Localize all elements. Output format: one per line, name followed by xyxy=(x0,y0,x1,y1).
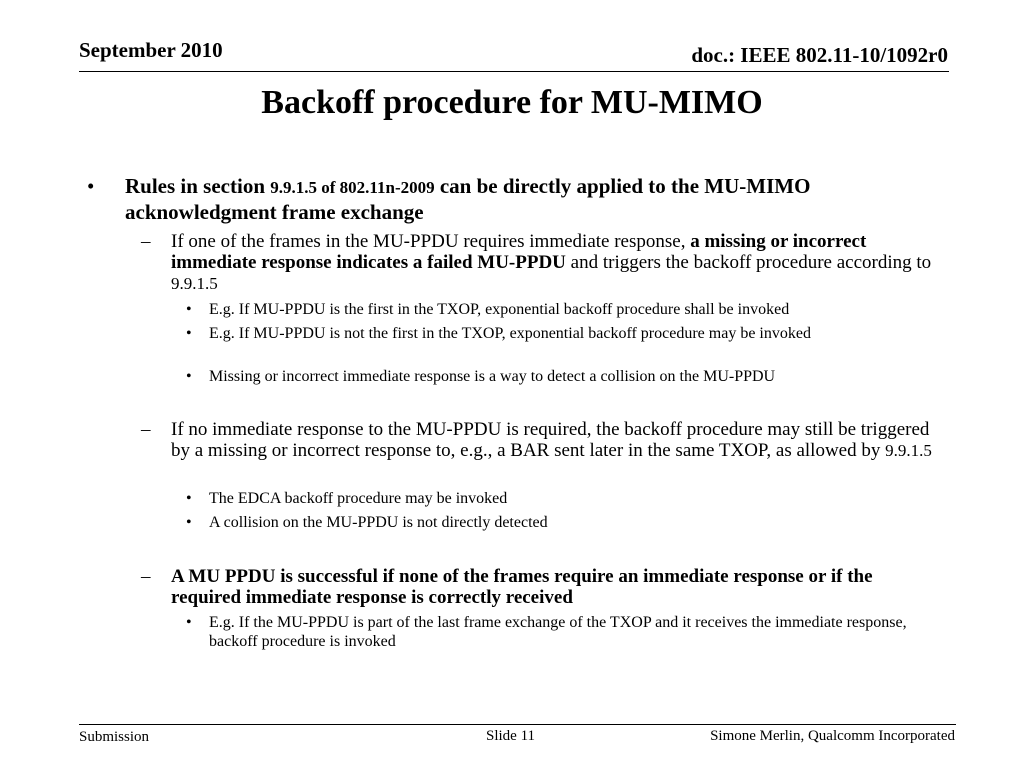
dash-mark: – xyxy=(141,419,151,440)
bullet-section-ref: 9.9.1.5 of 802.11n-2009 xyxy=(270,178,435,197)
bullet-mark: • xyxy=(186,301,192,318)
list-item xyxy=(186,513,949,532)
subbullet-text: If no immediate response to the MU-PPDU is required, the backoff procedure may still be triggered by a missing or incorrect response to, e.g., a BAR sent later in the same TXOP, as allowed by xyxy=(171,419,930,461)
bullet-mark: • xyxy=(186,490,192,507)
bullet-mark: • xyxy=(186,368,192,385)
bullet-mark: • xyxy=(186,514,192,531)
subbullet-bold-text: a missing or incorrect immediate response indicates a failed MU-PPDU xyxy=(171,231,867,273)
slide-title: Backoff procedure for MU-MIMO xyxy=(261,84,763,121)
bullet-mark: • xyxy=(87,174,95,198)
footer-divider xyxy=(79,724,956,725)
subbullet-no-immediate-response xyxy=(141,419,941,461)
list-item xyxy=(186,489,949,508)
list-item xyxy=(186,367,949,386)
bullet-mark: • xyxy=(186,614,192,631)
list-item-text: The EDCA backoff procedure may be invoked xyxy=(209,490,508,507)
subbullet-success-condition xyxy=(141,566,941,608)
dash-mark: – xyxy=(141,566,151,587)
header-date: September 2010 xyxy=(79,38,223,62)
bullet-rules xyxy=(87,174,925,224)
subbullet-text: and triggers the backoff procedure according to xyxy=(565,252,932,273)
header-document-id: doc.: IEEE 802.11-10/1092r0 xyxy=(691,43,948,67)
section-ref: 9.9.1.5 xyxy=(171,274,218,293)
section-ref: 9.9.1.5 xyxy=(885,441,932,460)
list-item-text: A collision on the MU-PPDU is not directly detected xyxy=(209,514,548,531)
list-item xyxy=(186,300,949,319)
footer-submission: Submission xyxy=(79,729,150,745)
bullet-mark: • xyxy=(186,325,192,342)
footer-slide-number: Slide 11 xyxy=(486,728,536,744)
list-item-text: E.g. If MU-PPDU is not the first in the TXOP, exponential backoff procedure may be invoked xyxy=(209,325,811,342)
bullet-text-part: can be directly applied to the MU-MIMO acknowledgment frame exchange xyxy=(125,174,811,224)
bullet-text-part: Rules in section xyxy=(125,174,271,198)
header-divider xyxy=(79,71,949,72)
subbullet-text: If one of the frames in the MU-PPDU requires immediate response, xyxy=(171,231,691,252)
dash-mark: – xyxy=(141,231,151,252)
list-item xyxy=(186,324,949,343)
subbullet-immediate-response xyxy=(141,231,941,294)
footer-author: Simone Merlin, Qualcomm Incorporated xyxy=(710,728,955,744)
list-item xyxy=(186,613,949,651)
list-item-text: E.g. If the MU-PPDU is part of the last frame exchange of the TXOP and it receives the immediate response, backoff procedure is invoked xyxy=(209,614,907,650)
list-item-text: E.g. If MU-PPDU is the first in the TXOP, exponential backoff procedure shall be invoked xyxy=(209,301,790,318)
list-item-text: Missing or incorrect immediate response is a way to detect a collision on the MU-PPDU xyxy=(209,368,776,385)
subbullet-text: A MU PPDU is successful if none of the frames require an immediate response or if the required immediate response is correctly received xyxy=(171,566,873,608)
